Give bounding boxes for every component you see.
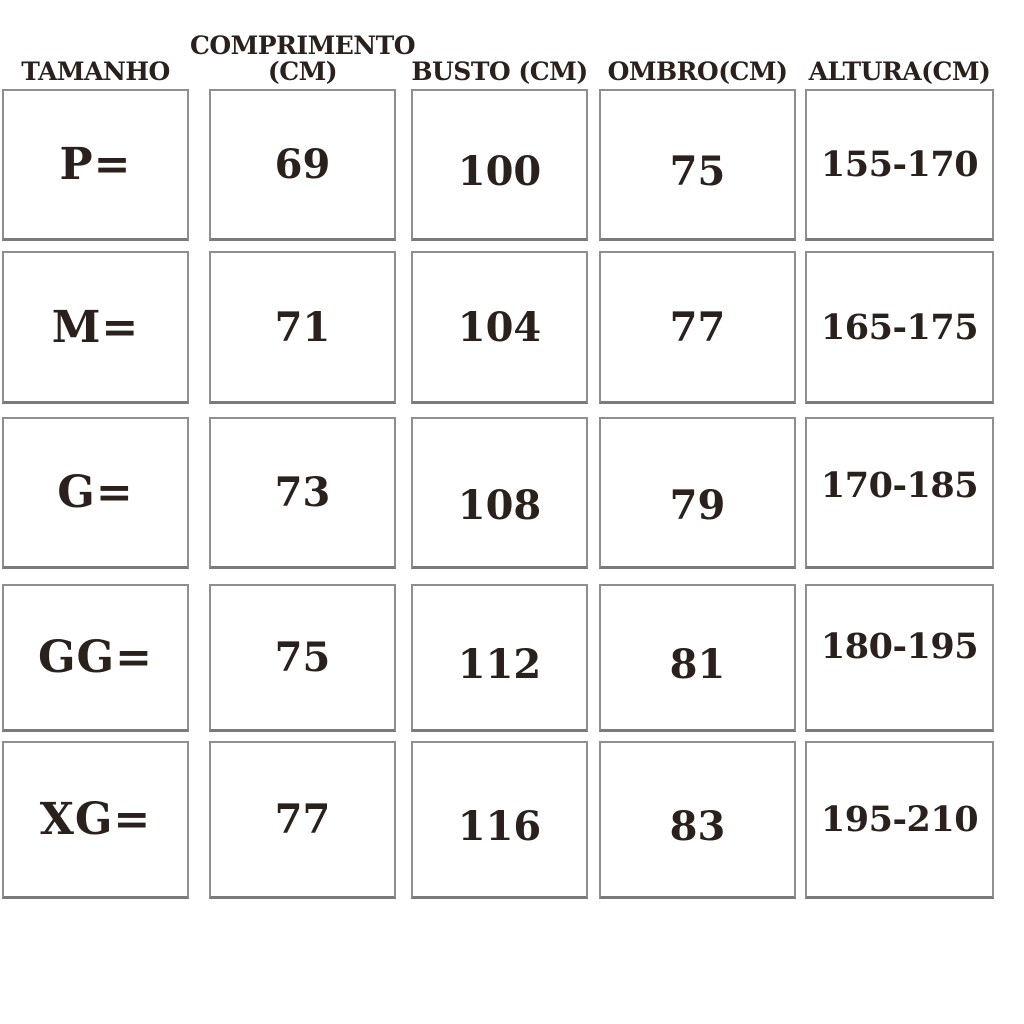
cell-comprimento-g: 73 [209,417,396,569]
cell-comprimento-p: 69 [209,89,396,241]
cell-size-xg: XG= [2,741,189,899]
cell-comprimento-m: 71 [209,251,396,404]
cell-altura-xg: 195-210 [805,741,994,899]
cell-size-g: G= [2,417,189,569]
column-header-tamanho: TAMANHO [21,56,170,86]
cell-ombro-gg: 81 [599,584,796,732]
cell-busto-p: 100 [411,89,588,241]
cell-comprimento-xg: 77 [209,741,396,899]
cell-altura-p: 155-170 [805,89,994,241]
cell-comprimento-gg: 75 [209,584,396,732]
cell-busto-g: 108 [411,417,588,569]
cell-ombro-g: 79 [599,417,796,569]
column-header-ombro: OMBRO(CM) [607,56,788,86]
cell-ombro-m: 77 [599,251,796,404]
cell-ombro-xg: 83 [599,741,796,899]
cell-size-gg: GG= [2,584,189,732]
cell-size-p: P= [2,89,189,241]
cell-size-m: M= [2,251,189,404]
column-header-altura: ALTURA(CM) [808,56,991,86]
cell-ombro-p: 75 [599,89,796,241]
cell-altura-gg: 180-195 [805,584,994,732]
cell-busto-gg: 112 [411,584,588,732]
cell-altura-g: 170-185 [805,417,994,569]
cell-busto-xg: 116 [411,741,588,899]
cell-altura-m: 165-175 [805,251,994,404]
column-header-comprimento: COMPRIMENTO (CM) [189,31,416,86]
cell-busto-m: 104 [411,251,588,404]
column-header-busto: BUSTO (CM) [411,56,588,86]
